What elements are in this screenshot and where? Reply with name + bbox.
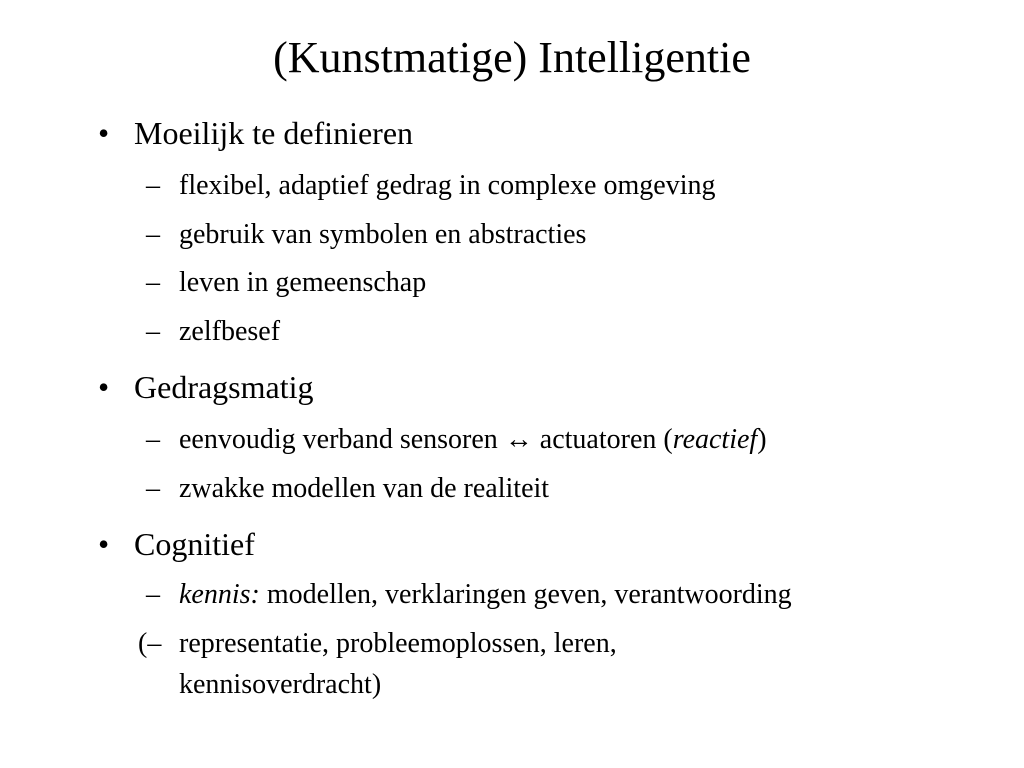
sub-item-continuation: kennisoverdracht) (179, 669, 382, 700)
sub-item-text: zwakke modellen van de realiteit (179, 473, 550, 504)
bullet-marker: • (98, 526, 110, 562)
bullet-text: Moeilijk te definieren (134, 115, 414, 151)
sub-item (146, 315, 280, 349)
dash-marker: – (146, 267, 160, 298)
sub-item-text: leven in gemeenschap (179, 267, 427, 298)
sub-item (146, 472, 549, 506)
dash-marker: – (146, 424, 160, 455)
dash-marker: – (146, 579, 160, 610)
bullet-item (98, 113, 413, 153)
bullet-item (98, 524, 255, 564)
bullet-text: Gedragsmatig (134, 369, 314, 405)
slide-title: (Kunstmatige) Intelligentie (273, 33, 751, 82)
bullet-text: Cognitief (134, 526, 255, 562)
dash-marker: – (146, 316, 160, 347)
dash-marker: – (146, 473, 160, 504)
sub-item (146, 218, 586, 252)
sub-item-text: flexibel, adaptief gedrag in complexe omgeving (179, 170, 716, 201)
sub-item-emphasis: kennis: (179, 579, 260, 610)
paren-dash-marker: (– (138, 628, 162, 659)
sub-item (146, 266, 426, 300)
sub-item (146, 423, 767, 457)
sub-item-text: representatie, probleemoplossen, leren, (179, 628, 617, 659)
dash-marker: – (146, 219, 160, 250)
bullet-marker: • (98, 115, 110, 151)
sub-item-text: modellen, verklaringen geven, verantwoording (259, 579, 792, 610)
sub-item-emphasis: reactief (672, 424, 758, 455)
sub-item-text: zelfbesef (179, 316, 281, 347)
sub-item-text: eenvoudig verband sensoren ↔ actuatoren ( (179, 424, 673, 455)
bullet-marker: • (98, 369, 110, 405)
sub-item-text: gebruik van symbolen en abstracties (179, 219, 587, 250)
sub-item (138, 627, 617, 661)
sub-item (146, 169, 715, 203)
bullet-item (98, 367, 314, 407)
sub-item (146, 578, 792, 612)
sub-item-text-end: ) (757, 424, 767, 455)
dash-marker: – (146, 170, 160, 201)
